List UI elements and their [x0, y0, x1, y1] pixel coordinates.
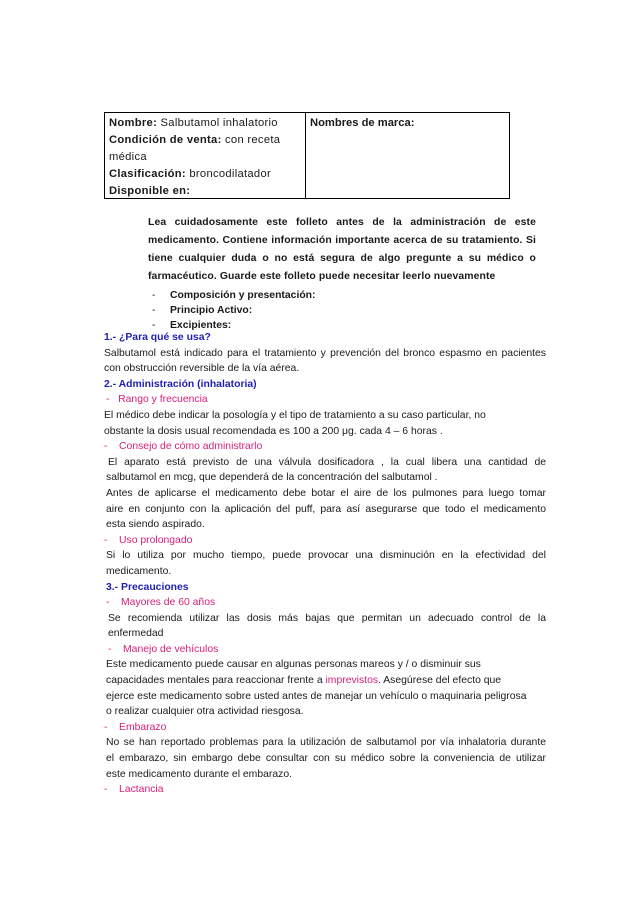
condicion-label: Condición de venta: — [109, 134, 222, 146]
body-line: aire en conjunto con la aplicación del puff, para así asegurarse que todo el medicamento — [106, 503, 546, 515]
body-line: Este medicamento puede causar en algunas personas mareos y / o disminuir sus — [106, 659, 481, 671]
composition-list — [152, 288, 316, 333]
body-line: con obstrucción reversible de la vía aérea. — [104, 363, 300, 375]
body-line: este medicamento durante el embarazo. — [106, 768, 292, 780]
body-line: salbutamol en mcg, que dependerá de la concentración del salbutamol . — [106, 472, 438, 484]
drug-info-left-cell — [105, 113, 306, 198]
composition-item — [152, 288, 316, 303]
bullet-dash: - — [104, 784, 108, 796]
body-line: o realizar cualquier otra actividad riesgosa. — [106, 706, 304, 718]
body-line: ejerce este medicamento sobre usted antes de manejar un vehículo o maquinaria peligrosa — [106, 690, 527, 702]
drug-info-right-cell — [306, 113, 509, 198]
subsection-mayores — [104, 595, 546, 611]
condicion-value-cont: médica — [109, 151, 147, 163]
subsection-uso — [104, 533, 546, 549]
body-line: medicamento. — [106, 565, 172, 577]
body-line: Se recomienda utilizar las dosis más bajas que permitan un adecuado control de la — [108, 612, 546, 624]
bullet-dash: - — [106, 394, 110, 406]
body-line: El aparato está previsto de una válvula dosificadora , la cual libera una cantidad de — [108, 456, 546, 468]
nombre-row — [109, 115, 301, 132]
bullet-dash: - — [104, 441, 108, 453]
bullet-dash: - — [152, 305, 156, 316]
leaflet-body — [104, 330, 546, 798]
marcas-label: Nombres de marca: — [310, 117, 415, 129]
nombre-label: Nombre: — [109, 117, 158, 129]
nombre-value: Salbutamol inhalatorio — [160, 117, 278, 129]
warning-line: tiene cualquier duda o no está segura de algo pregunte a su médico o — [148, 253, 536, 264]
body-line: Antes de aplicarse el medicamento debe botar el aire de los pulmones para luego tomar — [106, 487, 546, 499]
body-line: el embarazo, sin embargo debe consultar con su médico sobre la conveniencia de utilizar — [106, 753, 546, 765]
subsection-title: Consejo de cómo administrarlo — [119, 441, 263, 453]
disponible-label: Disponible en: — [109, 185, 191, 197]
subsection-title: Rango y frecuencia — [118, 394, 208, 406]
subsection-rango — [104, 392, 546, 408]
warning-line: medicamento. Contiene información importante acerca de su tratamiento. Si — [148, 235, 536, 246]
bullet-dash: - — [152, 290, 156, 301]
body-text: capacidades mentales para reaccionar frente a — [106, 675, 326, 687]
warning-line: Lea cuidadosamente este folleto antes de la administración de este — [148, 217, 536, 228]
body-line: El médico debe indicar la posología y el tipo de tratamiento a su caso particular, no — [104, 409, 486, 421]
body-line: esta siendo aspirado. — [106, 519, 205, 531]
body-line: Si lo utiliza por mucho tiempo, puede provocar una disminución en la efectividad del — [106, 550, 546, 562]
body-line: Salbutamol está indicado para el tratamiento y prevención del bronco espasmo en pacientes — [104, 347, 546, 359]
section-1-title: 1.- ¿Para qué se usa? — [104, 332, 211, 343]
bullet-dash: - — [108, 643, 112, 655]
section-3-title: 3.- Precauciones — [106, 581, 189, 593]
body-line: enfermedad — [108, 628, 164, 640]
bullet-dash: - — [104, 534, 108, 546]
highlight-text: imprevistos — [325, 675, 379, 687]
subsection-manejo — [104, 642, 546, 658]
composition-label: Composición y presentación: — [170, 290, 316, 301]
condicion-row — [109, 132, 301, 149]
bullet-dash: - — [152, 320, 156, 331]
subsection-embarazo — [104, 720, 546, 736]
section-2-title: 2.- Administración (inhalatoria) — [104, 378, 257, 390]
subsection-title: Manejo de vehículos — [123, 643, 219, 655]
subsection-title: Mayores de 60 años — [121, 597, 216, 609]
body-line — [104, 673, 546, 689]
principio-activo-label: Principio Activo: — [170, 305, 253, 316]
drug-info-table — [104, 112, 510, 199]
composition-item — [152, 303, 316, 318]
subsection-consejo — [104, 439, 546, 455]
excipientes-label: Excipientes: — [170, 320, 232, 331]
condicion-value: con receta — [225, 134, 281, 146]
clasificacion-row — [109, 166, 301, 183]
body-line: No se han reportado problemas para la utilización de salbutamol por vía inhalatoria durante — [106, 737, 546, 749]
subsection-lactancia — [104, 782, 546, 798]
body-text: . Asegúrese del efecto que — [378, 675, 502, 687]
bullet-dash: - — [104, 721, 108, 733]
body-line: obstante la dosis usual recomendada es 100 a 200 μg. cada 4 – 6 horas . — [104, 425, 443, 437]
subsection-title: Lactancia — [119, 784, 164, 796]
clasificacion-value: broncodilatador — [189, 168, 271, 180]
clasificacion-label: Clasificación: — [109, 168, 186, 180]
bullet-dash: - — [106, 597, 110, 609]
subsection-title: Embarazo — [119, 721, 167, 733]
warning-notice — [148, 214, 536, 286]
subsection-title: Uso prolongado — [119, 534, 193, 546]
warning-line: farmacéutico. Guarde este folleto puede necesitar leerlo nuevamente — [148, 271, 496, 282]
